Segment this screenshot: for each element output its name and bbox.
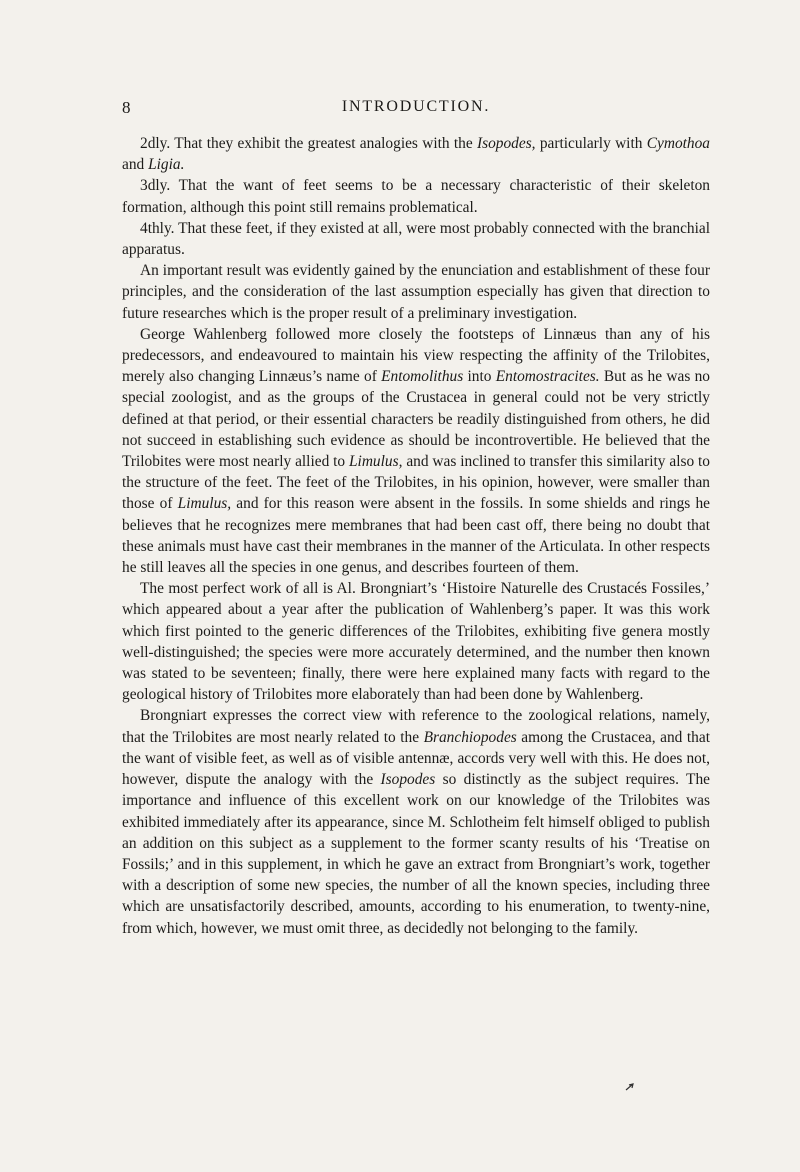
page-number: 8 (122, 98, 131, 117)
text-run: and was inclined to transfer this similarity also to the structure of the feet. The feet of the Trilobites, in his opinion, however, were smaller than those of (122, 453, 710, 513)
italic-term: Isopodes, (476, 135, 536, 152)
italic-term: Limulus, (348, 453, 403, 471)
italic-term: Entomostracites. (495, 368, 600, 386)
paragraph-4thly: 4thly. That these feet, if they existed at all, were most probably connected with the branchial apparatus. (122, 219, 710, 259)
italic-term: Entomolithus (381, 368, 464, 386)
italic-term: Branchiopodes (423, 728, 517, 746)
text-run: particularly with (535, 135, 647, 152)
italic-term: Limulus, (177, 495, 232, 513)
paragraph-important-result: An important result was evidently gained by the enunciation and establishment of these four principles, and the consideration of the last assumption especially has given that direction to future researches which is the proper result of a preliminary investigation. (122, 262, 710, 322)
paragraph-brongniart-view (122, 705, 710, 938)
text-run: Brongniart expresses the correct view with reference to the zoological relations, namely, that the Trilobites are most nearly related to the (122, 707, 710, 746)
italic-term: Cymothoa (646, 135, 711, 152)
text-run: 2dly. That they exhibit the greatest analogies with the (140, 135, 477, 152)
text-run: and for this reason were absent in the fossils. In some shields and rings he believes that he recognizes mere membranes that had been cast off, there being no doubt that these animals must have cast their membranes in the manner of the Articulata. In other respects he still leaves all the species in one genus, and describes fourteen of them. (122, 495, 710, 577)
italic-term: Ligia. (148, 156, 185, 174)
paragraph-2dly (122, 133, 710, 175)
running-head: INTRODUCTION. (341, 98, 491, 115)
paragraph-brongniart-work: The most perfect work of all is Al. Brongniart’s ‘Histoire Naturelle des Crustacés Fossiles,’ which appeared about a year after the publication of Wahlenberg’s paper. It was this work which first pointed to the generic differences of the Trilobites, exhibiting five genera mostly well-distinguished; the species were more accurately determined, and the number then known was stated to be seventeen; finally, there were here explained many facts with regard to the geological history of Trilobites more elaborately than had been done by Wahlenberg. (122, 580, 710, 704)
paragraph-wahlenberg (122, 324, 710, 578)
ornament-icon (625, 1083, 635, 1091)
italic-term: Isopodes (380, 771, 436, 789)
paragraph-3dly: 3dly. That the want of feet seems to be a necessary characteristic of their skeleton formation, although this point still remains problematical. (122, 177, 710, 216)
text-run: George Wahlenberg followed more closely the footsteps of Linnæus than any of his predecessors, and endeavoured to maintain his view respecting the affinity of the Trilobites, merely also changing Linnæus’s name of (122, 325, 710, 386)
text-run: and (122, 156, 149, 174)
text-run: so distinctly as the subject requires. The importance and influence of this excellent work on our knowledge of the Trilobites was exhibited immediately after its appearance, since M. Schlotheim felt himself obliged to publish an addition on this subject as a supplement to the former scanty results of his ‘Treatise on Fossils;’ and in this supplement, in which he gave an extract from Brongniart’s work, together with a description of some new species, the number of all the known species, including three which are unsatisfactorily described, amounts, according to his enumeration, to twenty-nine, from which, however, we must omit three, as decidedly not belonging to the family. (122, 771, 710, 937)
text-run: But as he was no special zoologist, and as the groups of the Crustacea in general could not be very strictly defined at that period, or their essential characters be readily distinguished from others, he did not succeed in establishing such evidence as should be incontrovertible. He believed that the Trilobites were most nearly allied to (122, 368, 710, 471)
body-text (122, 133, 710, 939)
text-run: among the Crustacea, and that the want of visible feet, as well as of visible antennæ, accords very well with this. He does not, however, dispute the analogy with the (122, 728, 710, 789)
text-run: into (463, 368, 496, 386)
page-header (122, 98, 710, 120)
